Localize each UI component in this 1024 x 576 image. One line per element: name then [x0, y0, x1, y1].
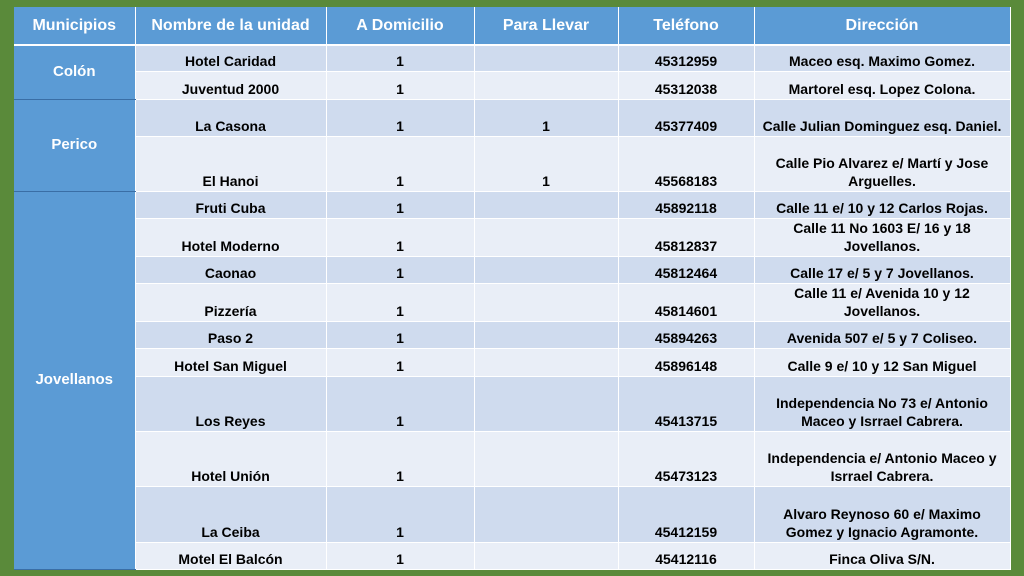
cell-a-domicilio: 1: [326, 542, 474, 569]
table-row: [14, 321, 1010, 348]
cell-telefono: 45812464: [618, 256, 754, 283]
cell-telefono: 45894263: [618, 321, 754, 348]
header-telefono: Teléfono: [618, 7, 754, 45]
cell-direccion: Finca Oliva S/N.: [754, 542, 1010, 569]
cell-para-llevar: [474, 486, 618, 542]
header-nombre: Nombre de la unidad: [135, 7, 326, 45]
cell-telefono: 45473123: [618, 431, 754, 486]
table-row: [14, 191, 1010, 218]
cell-nombre: Juventud 2000: [135, 71, 326, 99]
cell-para-llevar: [474, 431, 618, 486]
cell-a-domicilio: 1: [326, 218, 474, 256]
cell-a-domicilio: 1: [326, 321, 474, 348]
header-a-domicilio: A Domicilio: [326, 7, 474, 45]
table-row: [14, 486, 1010, 542]
cell-a-domicilio: 1: [326, 191, 474, 218]
cell-a-domicilio: 1: [326, 71, 474, 99]
cell-telefono: 45312959: [618, 45, 754, 71]
cell-para-llevar: [474, 348, 618, 376]
cell-direccion: Calle Julian Dominguez esq. Daniel.: [754, 99, 1010, 136]
cell-nombre: Hotel Moderno: [135, 218, 326, 256]
cell-direccion: Calle 11 e/ Avenida 10 y 12 Jovellanos.: [754, 283, 1010, 321]
cell-a-domicilio: 1: [326, 376, 474, 431]
cell-para-llevar: [474, 218, 618, 256]
cell-telefono: 45812837: [618, 218, 754, 256]
cell-telefono: 45413715: [618, 376, 754, 431]
cell-para-llevar: 1: [474, 99, 618, 136]
cell-direccion: Calle Pio Alvarez e/ Martí y Jose Arguelles.: [754, 136, 1010, 191]
cell-a-domicilio: 1: [326, 256, 474, 283]
cell-municipio: Perico: [14, 99, 135, 191]
cell-a-domicilio: 1: [326, 99, 474, 136]
cell-direccion: Calle 11 No 1603 E/ 16 y 18 Jovellanos.: [754, 218, 1010, 256]
cell-a-domicilio: 1: [326, 45, 474, 71]
cell-telefono: 45568183: [618, 136, 754, 191]
cell-telefono: 45892118: [618, 191, 754, 218]
cell-nombre: Caonao: [135, 256, 326, 283]
cell-telefono: 45896148: [618, 348, 754, 376]
cell-a-domicilio: 1: [326, 283, 474, 321]
cell-para-llevar: [474, 376, 618, 431]
cell-direccion: Martorel esq. Lopez Colona.: [754, 71, 1010, 99]
cell-para-llevar: 1: [474, 136, 618, 191]
cell-para-llevar: [474, 191, 618, 218]
cell-a-domicilio: 1: [326, 136, 474, 191]
cell-direccion: Independencia No 73 e/ Antonio Maceo y Isrrael Cabrera.: [754, 376, 1010, 431]
cell-telefono: 45412159: [618, 486, 754, 542]
header-para-llevar: Para Llevar: [474, 7, 618, 45]
header-municipios: Municipios: [14, 7, 135, 45]
cell-a-domicilio: 1: [326, 486, 474, 542]
table-row: [14, 71, 1010, 99]
cell-telefono: 45412116: [618, 542, 754, 569]
cell-nombre: Pizzería: [135, 283, 326, 321]
cell-para-llevar: [474, 71, 618, 99]
cell-direccion: Calle 9 e/ 10 y 12 San Miguel: [754, 348, 1010, 376]
table-row: [14, 431, 1010, 486]
cell-nombre: La Ceiba: [135, 486, 326, 542]
cell-municipio: Colón: [14, 45, 135, 99]
cell-para-llevar: [474, 542, 618, 569]
cell-direccion: Calle 11 e/ 10 y 12 Carlos Rojas.: [754, 191, 1010, 218]
cell-a-domicilio: 1: [326, 348, 474, 376]
cell-a-domicilio: 1: [326, 431, 474, 486]
cell-nombre: El Hanoi: [135, 136, 326, 191]
table-row: [14, 542, 1010, 569]
cell-para-llevar: [474, 321, 618, 348]
table-row: [14, 376, 1010, 431]
table-row: [14, 283, 1010, 321]
cell-nombre: Fruti Cuba: [135, 191, 326, 218]
cell-nombre: Hotel San Miguel: [135, 348, 326, 376]
cell-telefono: 45312038: [618, 71, 754, 99]
cell-para-llevar: [474, 256, 618, 283]
cell-direccion: Calle 17 e/ 5 y 7 Jovellanos.: [754, 256, 1010, 283]
cell-para-llevar: [474, 45, 618, 71]
cell-telefono: 45377409: [618, 99, 754, 136]
cell-direccion: Independencia e/ Antonio Maceo y Isrrael Cabrera.: [754, 431, 1010, 486]
table-row: [14, 136, 1010, 191]
cell-direccion: Alvaro Reynoso 60 e/ Maximo Gomez y Ignacio Agramonte.: [754, 486, 1010, 542]
cell-nombre: Hotel Unión: [135, 431, 326, 486]
header-direccion: Dirección: [754, 7, 1010, 45]
cell-nombre: Hotel Caridad: [135, 45, 326, 71]
cell-nombre: Los Reyes: [135, 376, 326, 431]
table-row: [14, 218, 1010, 256]
cell-nombre: Motel El Balcón: [135, 542, 326, 569]
cell-telefono: 45814601: [618, 283, 754, 321]
cell-municipio: Jovellanos: [14, 191, 135, 569]
table-row: [14, 99, 1010, 136]
slide-frame: [14, 7, 1010, 569]
table-body: [14, 45, 1010, 569]
table-row: [14, 45, 1010, 71]
cell-direccion: Avenida 507 e/ 5 y 7 Coliseo.: [754, 321, 1010, 348]
cell-direccion: Maceo esq. Maximo Gomez.: [754, 45, 1010, 71]
cell-para-llevar: [474, 283, 618, 321]
cell-nombre: Paso 2: [135, 321, 326, 348]
table-row: [14, 256, 1010, 283]
table-row: [14, 348, 1010, 376]
cell-nombre: La Casona: [135, 99, 326, 136]
header-row: [14, 7, 1010, 45]
restaurants-table: [14, 7, 1011, 570]
